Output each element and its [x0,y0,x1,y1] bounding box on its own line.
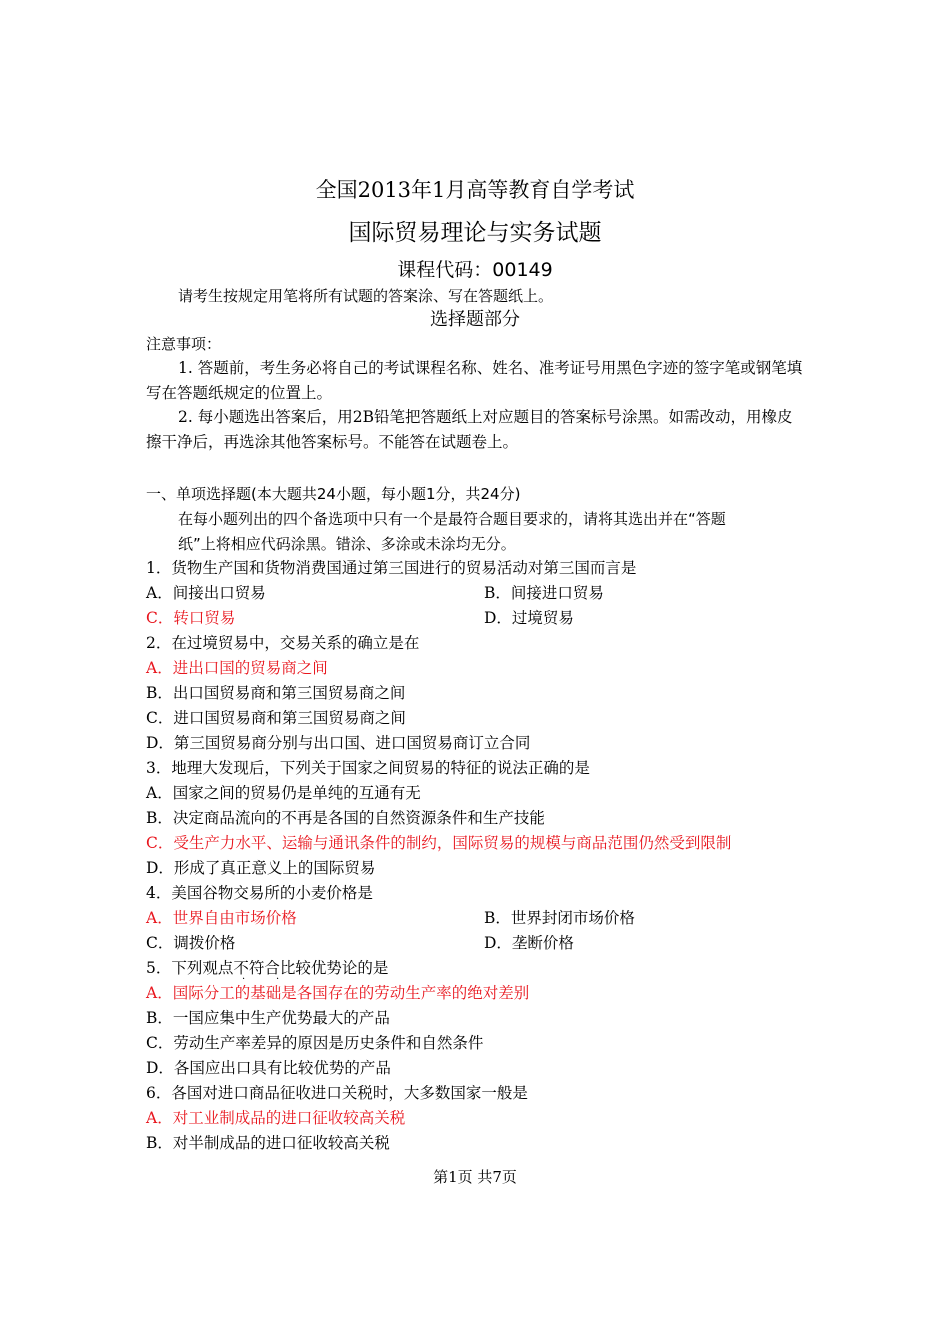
question-5-option-d: D．各国应出口具有比较优势的产品 [146,1059,391,1077]
question-4-option-a-answer: A．世界自由市场价格 [146,909,297,927]
question-3-option-d: D．形成了真正意义上的国际贸易 [146,859,376,877]
question-3-option-a: A．国家之间的贸易仍是单纯的互通有无 [146,784,421,802]
question-4-option-c: C．调拨价格 [146,934,236,952]
question-1-option-d: D．过境贸易 [484,609,574,627]
question-2-option-c: C．进口国贸易商和第三国贸易商之间 [146,709,406,727]
question-1-stem: 1．货物生产国和货物消费国通过第三国进行的贸易活动对第三国而言是 [146,559,637,577]
question-5-option-b: B．一国应集中生产优势最大的产品 [146,1009,390,1027]
answer-instruction: 请考生按规定用笔将所有试题的答案涂、写在答题纸上。 [178,287,554,305]
emphasis-dot: · [242,974,246,985]
part1-desc-line2: 纸”上将相应代码涂黑。错涂、多涂或未涂均无分。 [178,535,516,553]
notice-item-2: 2. 每小题选出答案后，用2B铅笔把答题纸上对应题目的答案标号涂黑。如需改动，用橡皮擦干净后，再选涂其他答案标号。不能答在试题卷上。 [146,408,793,451]
question-3-stem: 3．地理大发现后，下列关于国家之间贸易的特征的说法正确的是 [146,759,590,777]
notice-label: 注意事项： [146,335,222,353]
question-4-option-b: B．世界封闭市场价格 [484,909,635,927]
exam-title: 全国2013年1月高等教育自学考试 [315,178,635,202]
part1-heading: 一、单项选择题(本大题共24小题，每小题1分，共24分) [146,485,521,503]
question-6-stem: 6．各国对进口商品征收进口关税时，大多数国家一般是 [146,1084,528,1102]
question-5-stem: 5．下列观点不符合比较优势论的是 [146,959,389,977]
question-2-option-d: D．第三国贸易商分别与出口国、进口国贸易商订立合同 [146,734,531,752]
question-2-option-b: B．出口国贸易商和第三国贸易商之间 [146,684,406,702]
question-1-option-c-answer: C．转口贸易 [146,609,236,627]
question-1-option-b: B．间接进口贸易 [484,584,604,602]
emphasis-dot: · [276,974,280,985]
question-5-option-a-answer: A．国际分工的基础是各国存在的劳动生产率的绝对差别 [146,984,530,1002]
question-1-option-a: A．间接出口贸易 [146,584,266,602]
question-6-option-b: B．对半制成品的进口征收较高关税 [146,1134,390,1152]
question-5-option-c: C．劳动生产率差异的原因是历史条件和自然条件 [146,1034,484,1052]
question-6-option-a-answer: A．对工业制成品的进口征收较高关税 [146,1109,406,1127]
question-2-stem: 2．在过境贸易中，交易关系的确立是在 [146,634,420,652]
page-footer: 第1页 共7页 [433,1168,517,1186]
notice-item-1: 1. 答题前，考生务必将自己的考试课程名称、姓名、准考证号用黑色字迹的签字笔或钢笔填写在答题纸规定的位置上。 [146,359,803,402]
question-4-stem: 4．美国谷物交易所的小麦价格是 [146,884,373,902]
part1-desc-line1: 在每小题列出的四个备选项中只有一个是最符合题目要求的，请将其选出并在“答题 [178,510,726,528]
course-code: 课程代码：00149 [397,259,553,281]
question-3-option-c-answer: C．受生产力水平、运输与通讯条件的制约，国际贸易的规模与商品范围仍然受到限制 [146,834,732,852]
question-4-option-d: D．垄断价格 [484,934,574,952]
question-2-option-a-answer: A．进出口国的贸易商之间 [146,659,328,677]
section-title: 选择题部分 [430,309,520,330]
paper-title: 国际贸易理论与实务试题 [348,220,602,246]
question-3-option-b: B．决定商品流向的不再是各国的自然资源条件和生产技能 [146,809,545,827]
